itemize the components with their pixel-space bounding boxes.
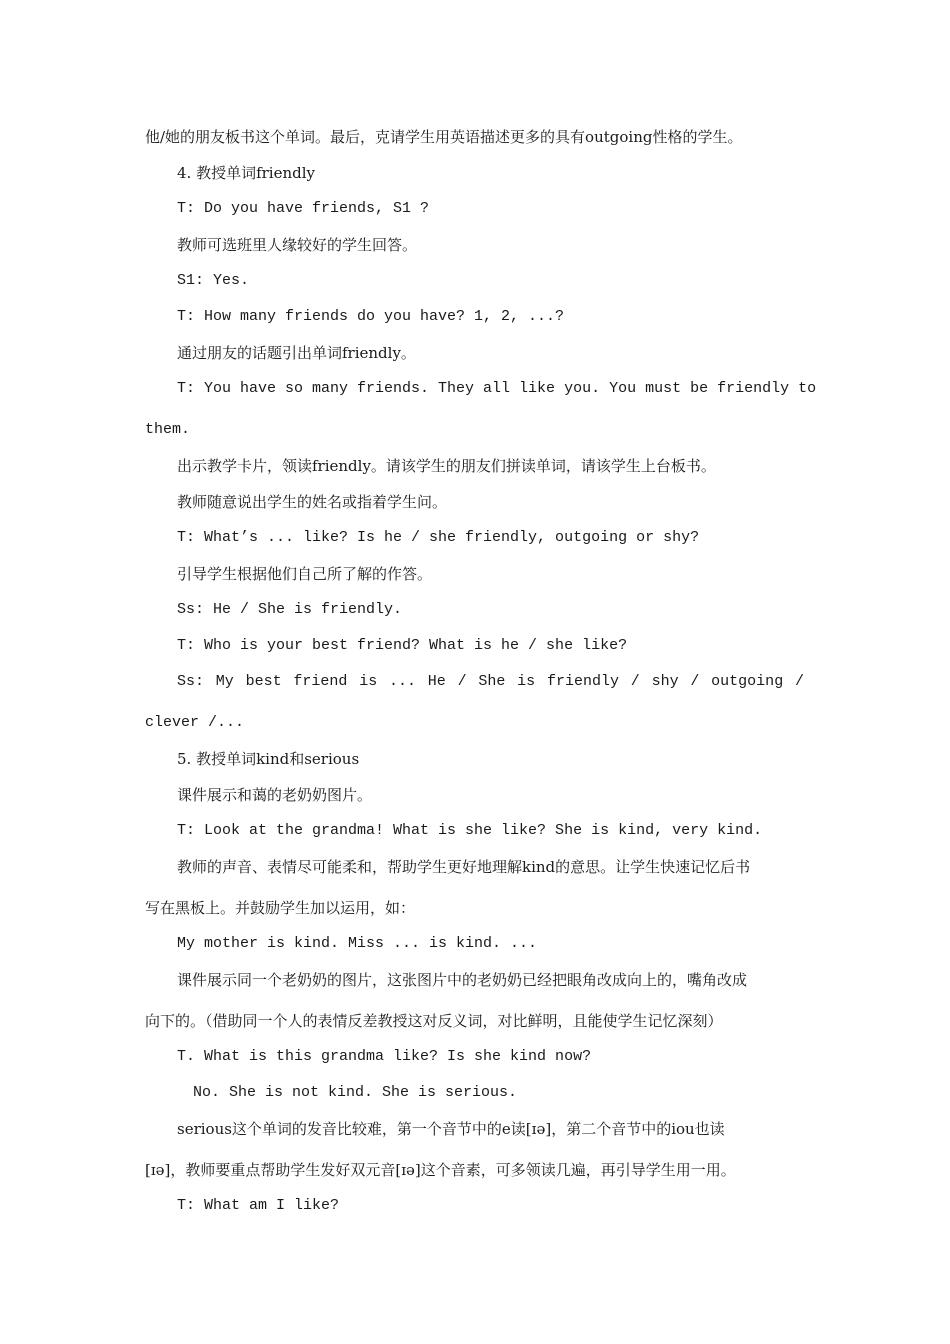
text-line: serious这个单词的发音比较难，第一个音节中的e读[ɪə]，第二个音节中的iou也读 (177, 1120, 725, 1138)
dialogue-line: T: You have so many friends. They all like you. You must be friendly to (177, 380, 817, 397)
text-line: 课件展示和蔼的老奶奶图片。 (177, 786, 373, 804)
section-heading: 5. 教授单词kind和serious (177, 750, 360, 768)
text-line: 教师可选班里人缘较好的学生回答。 (177, 236, 418, 254)
dialogue-line: No. She is not kind. She is serious. (193, 1084, 518, 1101)
text-line: 出示教学卡片，领读friendly。请该学生的朋友们拼读单词，请该学生上台板书。 (177, 457, 716, 475)
dialogue-line: S1: Yes. (177, 272, 250, 289)
text-line: 他/她的朋友板书这个单词。最后，克请学生用英语描述更多的具有outgoing性格的学生。 (145, 128, 743, 146)
dialogue-line: Ss: My best friend is ... He / She is friendly / shy / outgoing / (177, 673, 804, 690)
text-line: 写在黑板上。并鼓励学生加以运用，如： (145, 899, 416, 917)
dialogue-line: T: What’s ... like? Is he / she friendly, outgoing or shy? (177, 529, 700, 546)
text-line: 课件展示同一个老奶奶的图片，这张图片中的老奶奶已经把眼角改成向上的，嘴角改成 (177, 971, 748, 989)
dialogue-line: clever /... (145, 714, 245, 731)
dialogue-line: T: Who is your best friend? What is he / she like? (177, 637, 628, 654)
text-line: 引导学生根据他们自己所了解的作答。 (177, 565, 433, 583)
dialogue-line: T: Look at the grandma! What is she like? She is kind, very kind. (177, 822, 763, 839)
dialogue-line: Ss: He / She is friendly. (177, 601, 403, 618)
dialogue-line: them. (145, 421, 191, 438)
dialogue-line: T: Do you have friends, S1 ? (177, 200, 430, 217)
text-line: 通过朋友的话题引出单词friendly。 (177, 344, 416, 362)
text-line: 教师的声音、表情尽可能柔和，帮助学生更好地理解kind的意思。让学生快速记忆后书 (177, 858, 751, 876)
dialogue-line: T: How many friends do you have? 1, 2, ...? (177, 308, 565, 325)
dialogue-line: T. What is this grandma like? Is she kind now? (177, 1048, 592, 1065)
dialogue-line: My mother is kind. Miss ... is kind. ... (177, 935, 538, 952)
dialogue-line: T: What am I like? (177, 1197, 340, 1214)
section-heading: 4. 教授单词friendly (177, 164, 316, 182)
text-line: 向下的。（借助同一个人的表情反差教授这对反义词，对比鲜明，且能使学生记忆深刻） (145, 1012, 723, 1030)
text-line: 教师随意说出学生的姓名或指着学生问。 (177, 493, 448, 511)
text-line: [ɪə]，教师要重点帮助学生发好双元音[ɪə]这个音素，可多领读几遍，再引导学生用一用。 (145, 1161, 736, 1179)
